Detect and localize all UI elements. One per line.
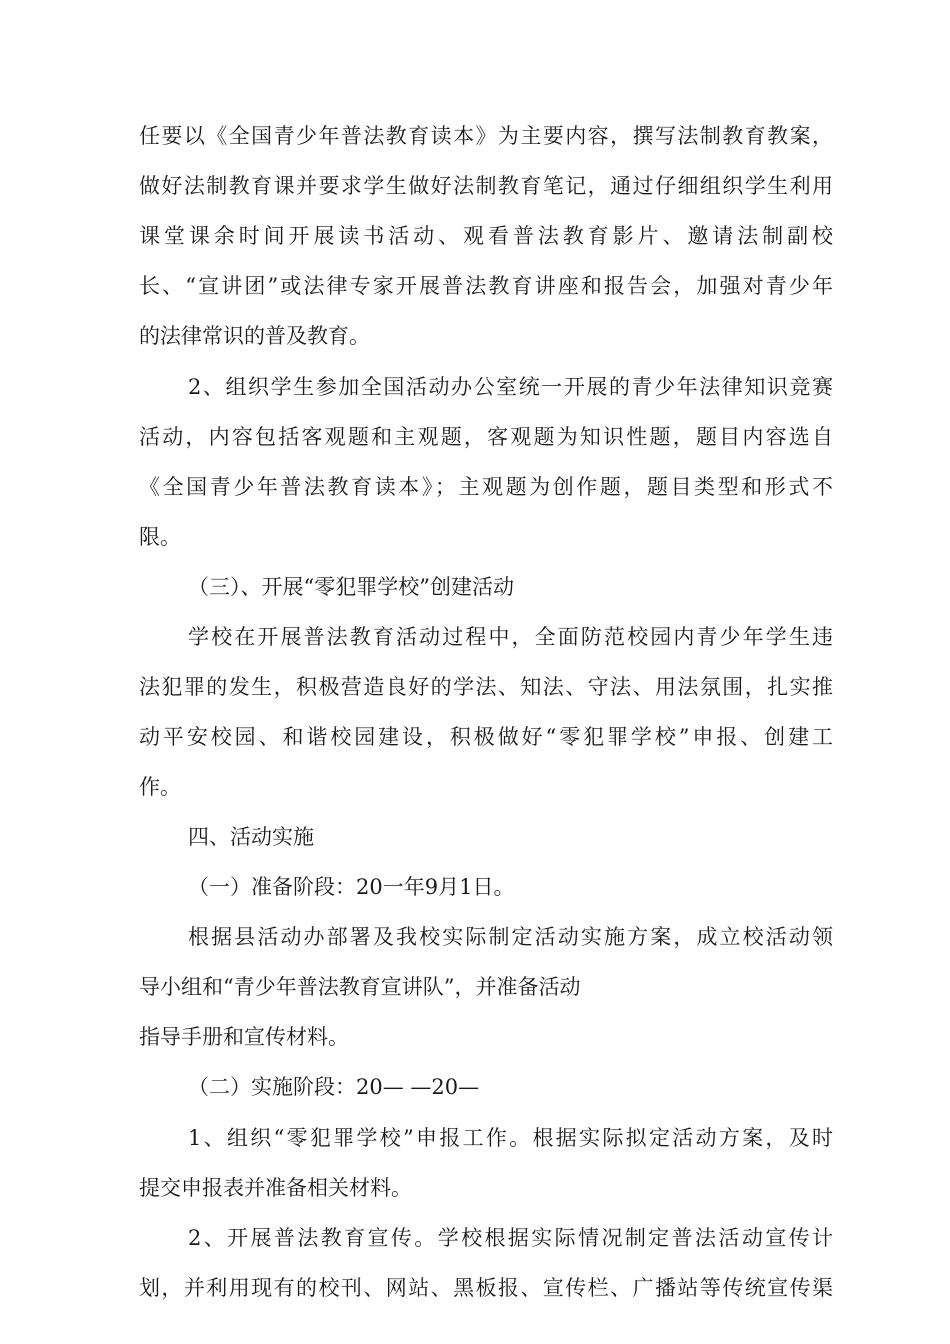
paragraph-line: 指导手册和宣传材料。: [139, 1025, 349, 1049]
paragraph-line: 学校在开展普法教育活动过程中，全面防范校园内青少年学生违: [188, 625, 833, 649]
section-heading: 四、活动实施: [188, 825, 314, 849]
subsection-heading: （二）实施阶段：20— —20—: [188, 1075, 480, 1099]
paragraph-line: 2、开展普法教育宣传。学校根据实际情况制定普法活动宣传计: [188, 1226, 833, 1250]
paragraph-line: 的法律常识的普及教育。: [139, 324, 370, 348]
paragraph-line: 提交申报表并准备相关材料。: [139, 1176, 412, 1200]
paragraph-line: 划，并利用现有的校刊、网站、黑板报、宣传栏、广播站等传统宣传渠: [139, 1276, 833, 1300]
paragraph-line: 限。: [139, 525, 181, 549]
paragraph-line: 导小组和“青少年普法教育宣讲队”，并准备活动: [139, 975, 581, 999]
paragraph-line: 作。: [139, 775, 181, 799]
paragraph-line: 任要以《全国青少年普法教育读本》为主要内容，撰写法制教育教案，: [139, 124, 833, 148]
paragraph-line: 课堂课余时间开展读书活动、观看普法教育影片、邀请法制副校: [139, 224, 833, 248]
section-heading: （三）、开展“零犯罪学校”创建活动: [188, 575, 514, 599]
paragraph-line: 动平安校园、和谐校园建设，积极做好“零犯罪学校”申报、创建工: [139, 725, 833, 749]
paragraph-line: 长、“宣讲团”或法律专家开展普法教育讲座和报告会，加强对青少年: [139, 274, 833, 298]
paragraph-line: 《全国青少年普法教育读本》；主观题为创作题，题目类型和形式不: [139, 475, 833, 499]
subsection-heading: （一）准备阶段：20一年9月1日。: [188, 875, 515, 899]
paragraph-line: 活动，内容包括客观题和主观题，客观题为知识性题，题目内容选自: [139, 425, 833, 449]
paragraph-line: 根据县活动办部署及我校实际制定活动实施方案，成立校活动领: [188, 925, 833, 949]
paragraph-line: 1、组织“零犯罪学校”申报工作。根据实际拟定活动方案，及时: [188, 1126, 833, 1150]
paragraph-line: 2、组织学生参加全国活动办公室统一开展的青少年法律知识竞赛: [188, 375, 833, 399]
paragraph-line: 做好法制教育课并要求学生做好法制教育笔记，通过仔细组织学生利用: [139, 174, 833, 198]
paragraph-line: 法犯罪的发生，积极营造良好的学法、知法、守法、用法氛围，扎实推: [139, 675, 833, 699]
